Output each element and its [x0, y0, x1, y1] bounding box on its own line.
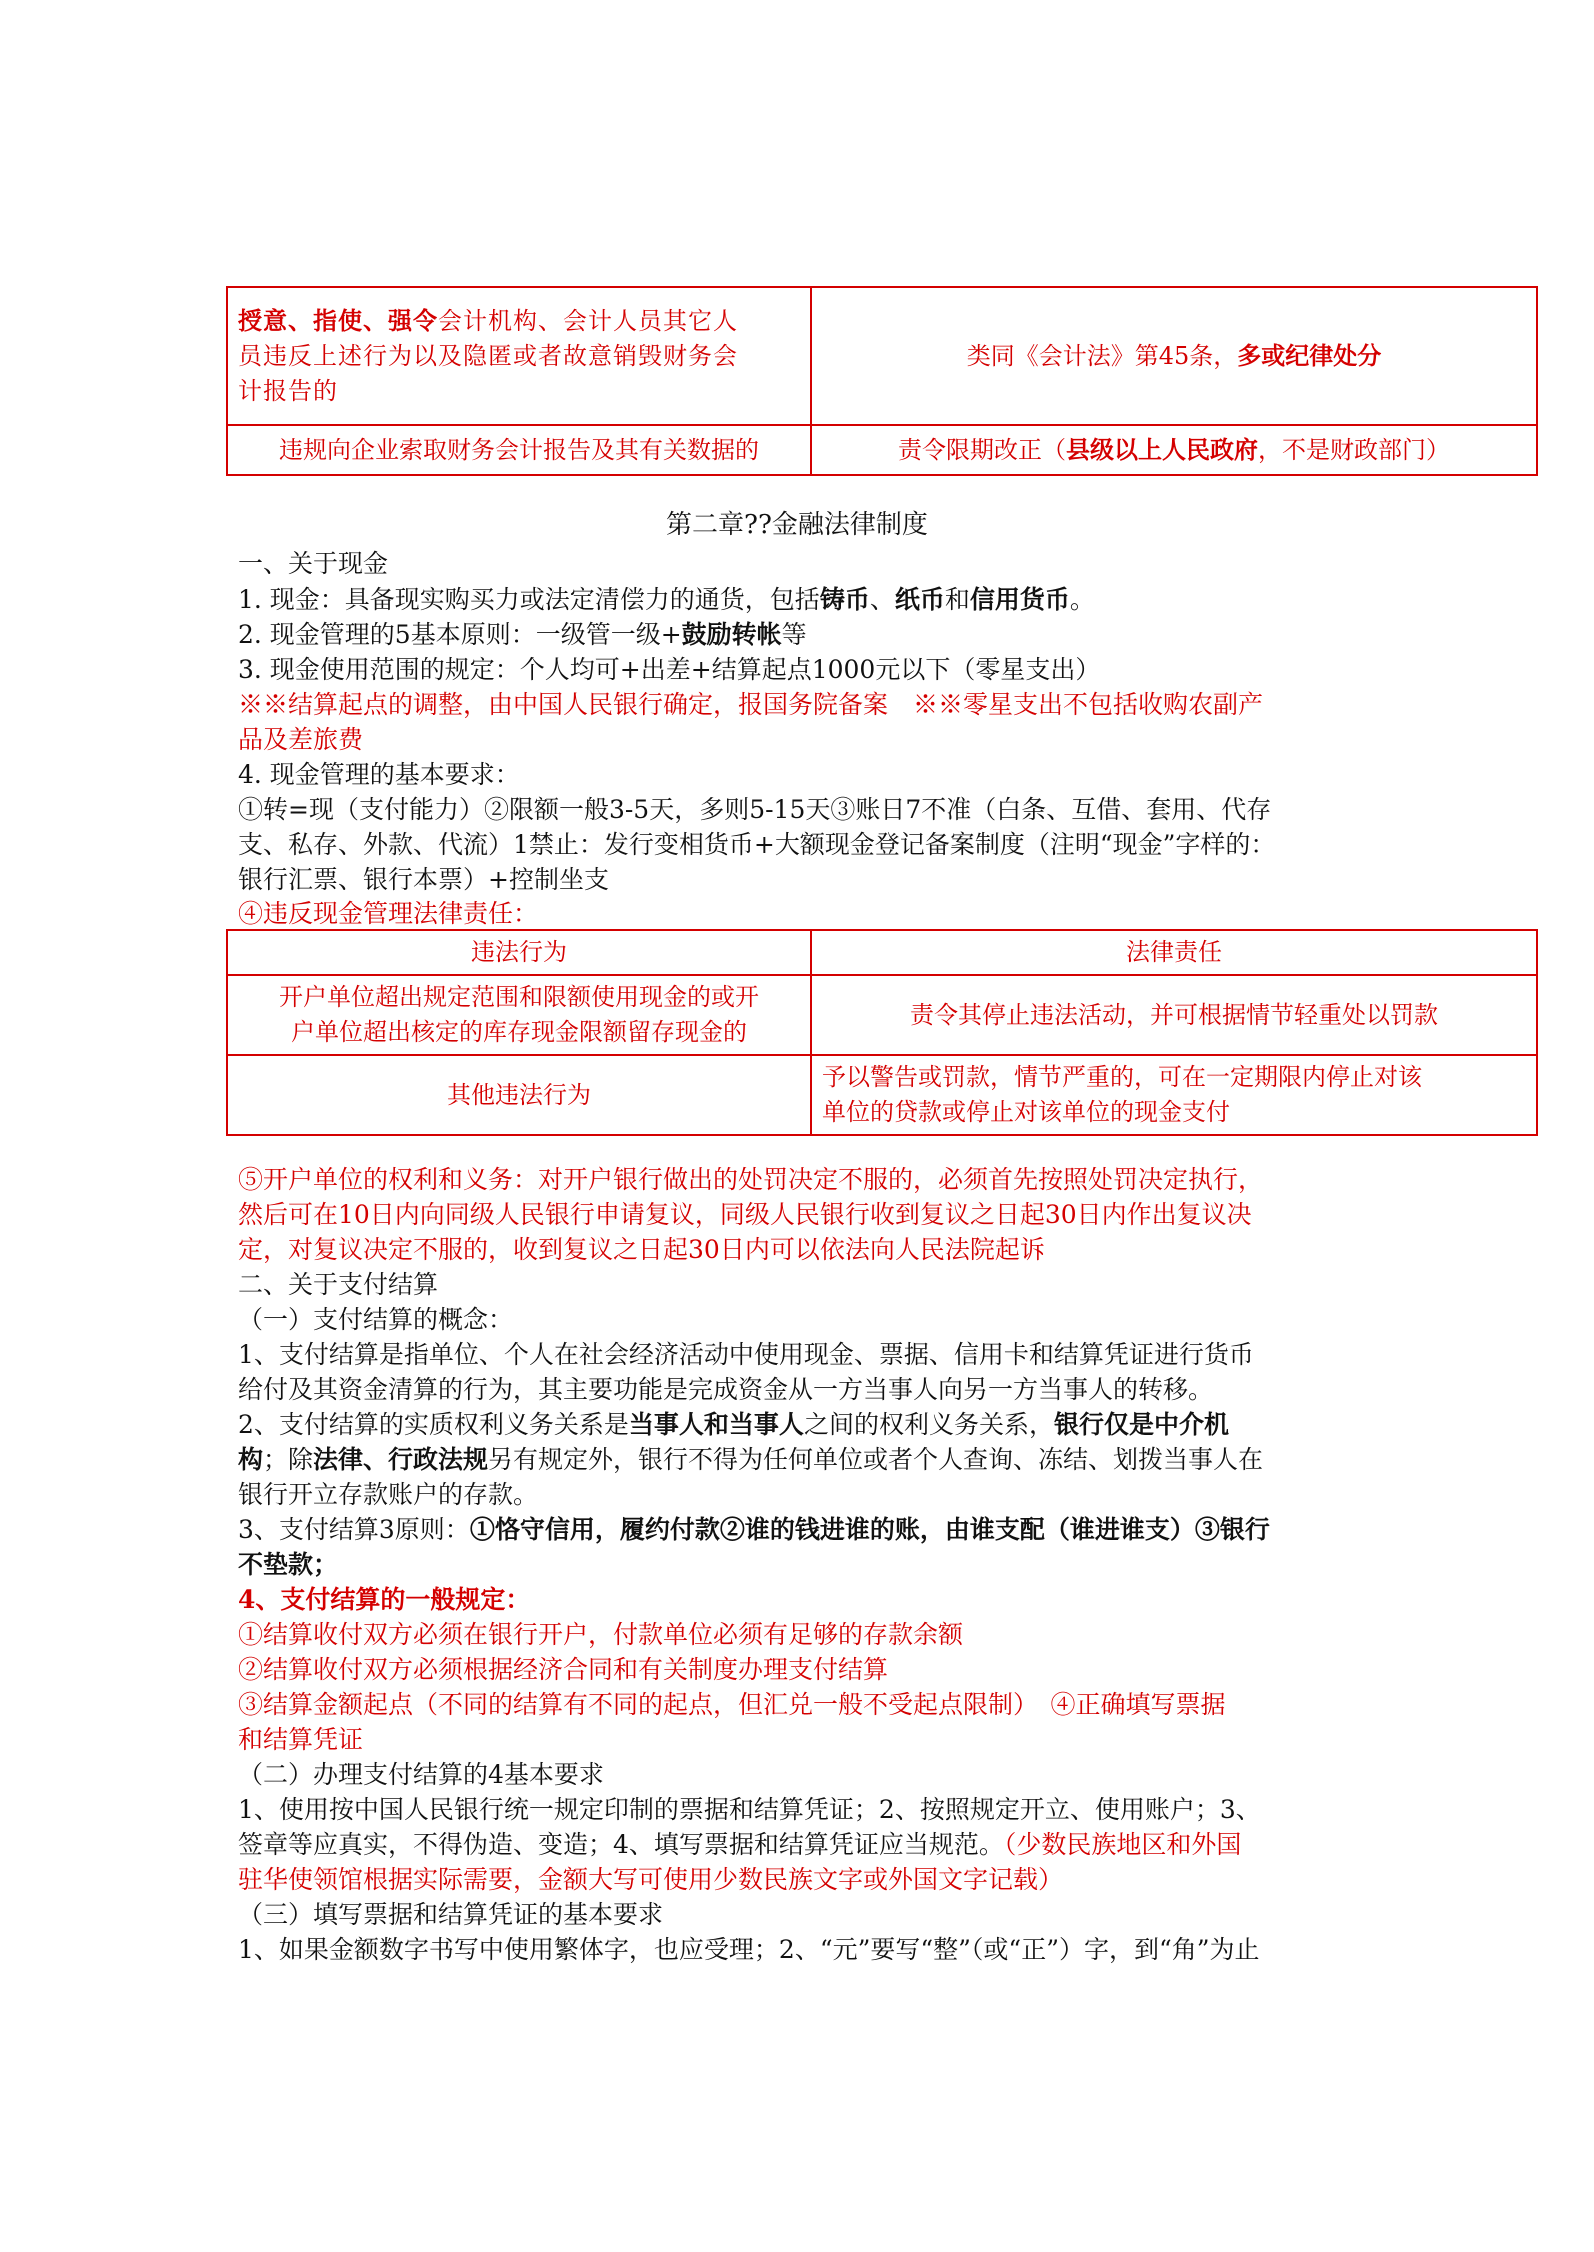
chapter-title: 第二章??金融法律制度: [666, 510, 928, 540]
subsection-heading: （三）填写票据和结算凭证的基本要求: [238, 1900, 664, 1929]
table-cell-violation: 其他违法行为: [227, 1055, 811, 1135]
paragraph: 2、支付结算的实质权利义务关系是当事人和当事人之间的权利义务关系，银行仅是中介机: [238, 1410, 1229, 1439]
red-note: ①结算收付双方必须在银行开户，付款单位必须有足够的存款余额: [238, 1620, 964, 1649]
paragraph: 4. 现金管理的基本要求：: [238, 760, 520, 789]
table-row: [227, 1055, 1537, 1135]
paragraph: 1、如果金额数字书写中使用繁体字，也应受理；2、“元”要写“整”（或“正”）字，到“角”为止: [238, 1935, 1260, 1964]
table-header-cell: 法律责任: [811, 930, 1537, 975]
section-heading: 二、关于支付结算: [238, 1270, 439, 1299]
paragraph: 1、支付结算是指单位、个人在社会经济活动中使用现金、票据、信用卡和结算凭证进行货币: [238, 1340, 1254, 1369]
table-cell-violation: 开户单位超出规定范围和限额使用现金的或开 户单位超出核定的库存现金限额留存现金的: [227, 975, 811, 1055]
red-note: 定，对复议决定不服的，收到复议之日起30日内可以依法向人民法院起诉: [238, 1235, 1045, 1264]
red-note: ⑤开户单位的权利和义务：对开户银行做出的处罚决定不服的，必须首先按照处罚决定执行，: [238, 1165, 1264, 1194]
table-header-row: [227, 930, 1537, 975]
paragraph: 不垫款；: [238, 1550, 339, 1579]
table-cell-liability: 类同《会计法》第45条，多或纪律处分: [811, 287, 1537, 425]
table-header-cell: 违法行为: [227, 930, 811, 975]
red-note: ②结算收付双方必须根据经济合同和有关制度办理支付结算: [238, 1655, 889, 1684]
table-cell-liability: 责令限期改正（县级以上人民政府，不是财政部门）: [811, 425, 1537, 475]
paragraph: 1. 现金：具备现实购买力或法定清偿力的通货，包括铸币、纸币和信用货币。: [238, 585, 1095, 614]
paragraph: 构；除法律、行政法规另有规定外，银行不得为任何单位或者个人查询、冻结、划拨当事人在: [238, 1445, 1264, 1474]
paragraph: 银行汇票、银行本票）+控制坐支: [238, 865, 609, 894]
paragraph: 给付及其资金清算的行为，其主要功能是完成资金从一方当事人向另一方当事人的转移。: [238, 1375, 1214, 1404]
paragraph: 1、使用按中国人民银行统一规定印制的票据和结算凭证；2、按照规定开立、使用账户；3、: [238, 1795, 1261, 1824]
red-note: ※※结算起点的调整，由中国人民银行确定，报国务院备案 ※※零星支出不包括收购农副产: [238, 690, 1264, 719]
paragraph: 2. 现金管理的5基本原则：一级管一级+鼓励转帐等: [238, 620, 807, 649]
red-note: 驻华使领馆根据实际需要，金额大写可使用少数民族文字或外国文字记载）: [238, 1865, 1064, 1894]
red-note: 然后可在10日内向同级人民银行申请复议，同级人民银行收到复议之日起30日内作出复议决: [238, 1200, 1252, 1229]
paragraph: ①转=现（支付能力）②限额一般3-5天，多则5-15天③账日7不准（白条、互借、套用、代存: [238, 795, 1272, 824]
subsection-heading: （二）办理支付结算的4基本要求: [238, 1760, 604, 1789]
paragraph: 3. 现金使用范围的规定：个人均可+出差+结算起点1000元以下（零星支出）: [238, 655, 1101, 684]
penalty-table-accounting: [226, 286, 1538, 476]
table-row: [227, 425, 1537, 475]
red-note: ④违反现金管理法律责任：: [238, 899, 539, 928]
red-heading: 4、支付结算的一般规定：: [238, 1585, 531, 1614]
red-note: 品及差旅费: [238, 725, 364, 754]
paragraph: 支、私存、外款、代流）1禁止：发行变相货币+大额现金登记备案制度（注明“现金”字样的：: [238, 830, 1276, 859]
table-row: [227, 287, 1537, 425]
paragraph: 3、支付结算3原则：①恪守信用，履约付款②谁的钱进谁的账，由谁支配（谁进谁支）③银行: [238, 1515, 1270, 1544]
paragraph: 银行开立存款账户的存款。: [238, 1480, 539, 1509]
paragraph: 签章等应真实，不得伪造、变造；4、填写票据和结算凭证应当规范。（少数民族地区和外国: [238, 1830, 1242, 1859]
subsection-heading: （一）支付结算的概念：: [238, 1305, 514, 1334]
penalty-table-cash: [226, 929, 1538, 1136]
table-cell-liability: 予以警告或罚款，情节严重的，可在一定期限内停止对该 单位的贷款或停止对该单位的现金支付: [811, 1055, 1537, 1135]
table-cell-liability: 责令其停止违法活动，并可根据情节轻重处以罚款: [811, 975, 1537, 1055]
table-cell-violation: 授意、指使、强令会计机构、会计人员其它人 员违反上述行为以及隐匿或者故意销毁财务会 计报告的: [227, 287, 811, 425]
section-heading: 一、关于现金: [238, 549, 389, 578]
table-row: [227, 975, 1537, 1055]
red-note: ③结算金额起点（不同的结算有不同的起点，但汇兑一般不受起点限制） ④正确填写票据: [238, 1690, 1226, 1719]
table-cell-violation: 违规向企业索取财务会计报告及其有关数据的: [227, 425, 811, 475]
red-note: 和结算凭证: [238, 1725, 364, 1754]
